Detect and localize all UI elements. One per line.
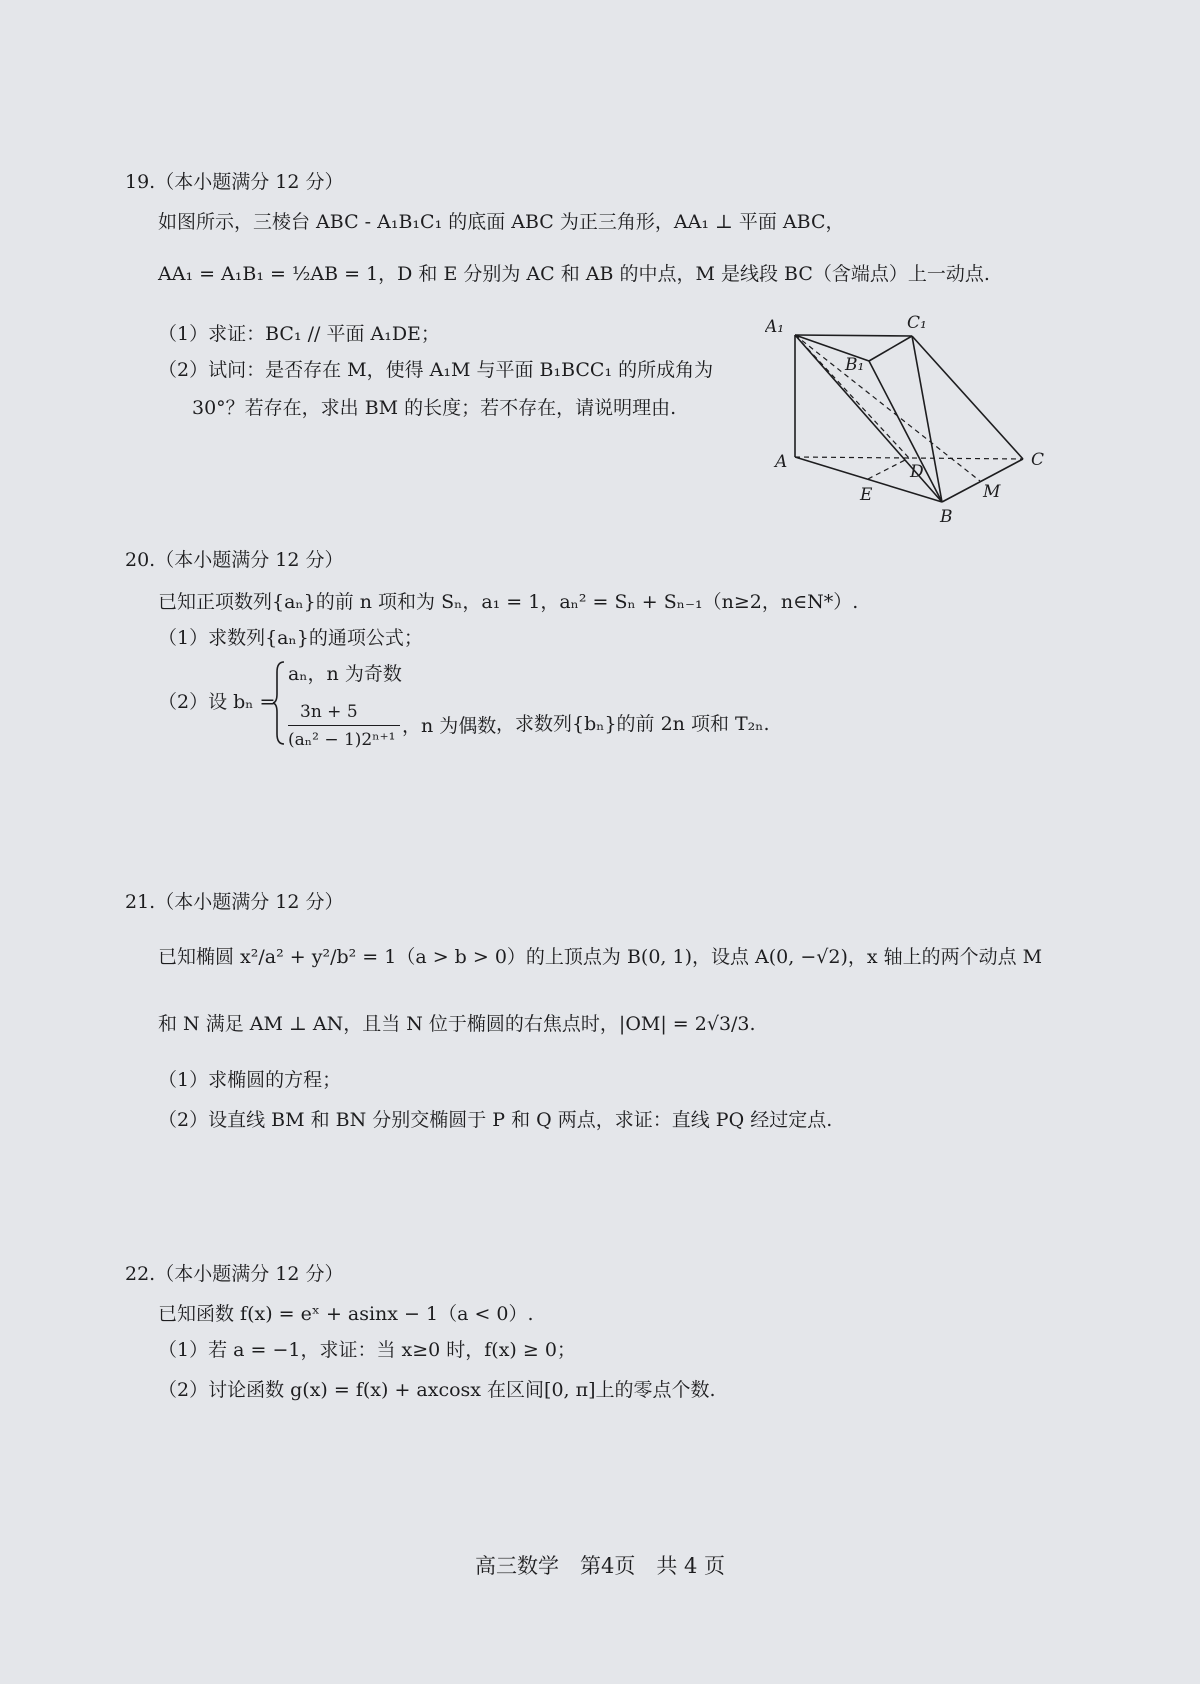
- label-a1: A₁: [765, 317, 785, 337]
- q20-case-even-tail: ，n 为偶数: [402, 715, 497, 737]
- q20-part-1: （1）求数列{aₙ}的通项公式；: [158, 627, 423, 649]
- label-d: D: [910, 462, 924, 482]
- edge-b1-c1: [869, 336, 912, 361]
- label-e: E: [860, 485, 873, 505]
- q19-text-line-1: 如图所示，三棱台 ABC - A₁B₁C₁ 的底面 ABC 为正三角形，AA₁ ⊥ 平面 ABC，: [158, 211, 845, 233]
- edge-c1-c: [912, 336, 1023, 459]
- q21-part-1: （1）求椭圆的方程；: [158, 1069, 342, 1091]
- label-m: M: [983, 482, 1001, 502]
- q21-text-line-2: 和 N 满足 AM ⊥ AN，且当 N 位于椭圆的右焦点时，|OM| = 2√3/3.: [158, 1013, 756, 1035]
- q22-heading: 22.（本小题满分 12 分）: [125, 1263, 344, 1285]
- q19-part-2-line-1: （2）试问：是否存在 M，使得 A₁M 与平面 B₁BCC₁ 的所成角为: [158, 359, 714, 381]
- q20-case-odd: aₙ，n 为奇数: [288, 663, 402, 685]
- dashed-e-d: [868, 458, 909, 479]
- q20-heading: 20.（本小题满分 12 分）: [125, 549, 344, 571]
- label-c: C: [1031, 450, 1045, 470]
- q19-part-2-line-2: 30°？若存在，求出 BM 的长度；若不存在，请说明理由.: [192, 397, 677, 419]
- label-b: B: [940, 507, 953, 525]
- label-a: A: [775, 452, 788, 472]
- q20-case-even-denominator: (aₙ² − 1)2ⁿ⁺¹: [288, 730, 396, 750]
- q19-heading: 19.（本小题满分 12 分）: [125, 171, 344, 193]
- label-b1: B₁: [845, 355, 865, 375]
- edge-a1-c1: [795, 335, 912, 336]
- q20-case-even-numerator: 3n + 5: [300, 702, 358, 722]
- q19-part-1: （1）求证：BC₁ // 平面 A₁DE；: [158, 323, 440, 345]
- q20-part-2-prefix: （2）设 bₙ =: [158, 691, 276, 713]
- frustum-figure: [765, 315, 1075, 525]
- page-footer: 高三数学 第4页 共 4 页: [474, 1554, 726, 1578]
- q22-part-1: （1）若 a = −1，求证：当 x≥0 时，f(x) ≥ 0；: [158, 1339, 576, 1361]
- q22-part-2: （2）讨论函数 g(x) = f(x) + axcosx 在区间[0, π]上的零点个数.: [158, 1379, 716, 1401]
- q20-fraction-bar: [288, 725, 400, 726]
- q21-text-line-1: 已知椭圆 x²/a² + y²/b² = 1（a > b > 0）的上顶点为 B(0, 1)，设点 A(0, −√2)，x 轴上的两个动点 M: [158, 946, 1043, 968]
- q20-part-2-suffix: ，求数列{bₙ}的前 2n 项和 T₂ₙ.: [496, 713, 770, 735]
- q19-text-line-2: AA₁ = A₁B₁ = ½AB = 1，D 和 E 分别为 AC 和 AB 的中点，M 是线段 BC（含端点）上一动点.: [158, 263, 990, 285]
- q21-part-2: （2）设直线 BM 和 BN 分别交椭圆于 P 和 Q 两点，求证：直线 PQ 经过定点.: [158, 1109, 833, 1131]
- q21-heading: 21.（本小题满分 12 分）: [125, 891, 344, 913]
- dashed-a1-m: [795, 335, 980, 481]
- label-c1: C₁: [907, 315, 927, 333]
- q22-text-line-1: 已知函数 f(x) = eˣ + asinx − 1（a < 0）.: [158, 1303, 534, 1325]
- q20-text-line-1: 已知正项数列{aₙ}的前 n 项和为 Sₙ，a₁ = 1，aₙ² = Sₙ + Sₙ₋₁（n≥2，n∈N*）.: [158, 591, 859, 613]
- piecewise-brace: [272, 660, 286, 746]
